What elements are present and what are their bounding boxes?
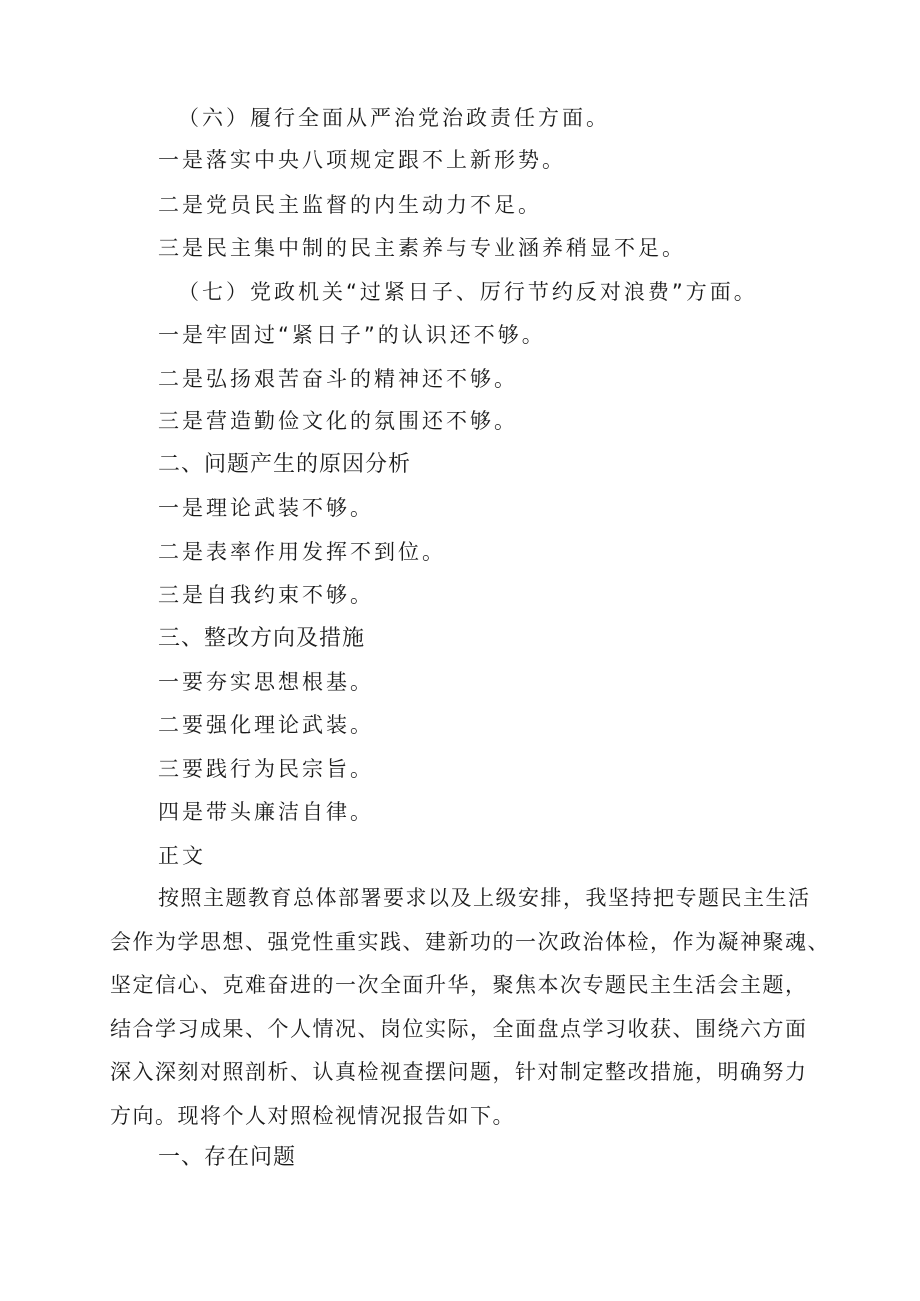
section-six-title: （六）履行全面从严治党治政责任方面。 (178, 106, 610, 130)
section-six-item-3: 三是民主集中制的民主素养与专业涵养稍显不足。 (158, 236, 686, 260)
body-paragraph-line: 按照主题教育总体部署要求以及上级安排，我坚持把专题民主生活 (158, 886, 811, 910)
section-seven-item-2: 二是弘扬艰苦奋斗的精神还不够。 (158, 367, 518, 391)
body-paragraph-line: 深入深刻对照剖析、认真检视查摆问题，针对制定整改措施，明确努力 (110, 1060, 808, 1084)
part-three-heading: 三、整改方向及措施 (158, 626, 366, 651)
section-seven-title: （七）党政机关“过紧日子、厉行节约反对浪费”方面。 (178, 280, 758, 304)
section-six-item-2: 二是党员民主监督的内生动力不足。 (158, 193, 542, 217)
body-label: 正文 (158, 844, 206, 868)
part-one-heading: 一、存在问题 (158, 1145, 297, 1170)
body-paragraph-line: 坚定信心、克难奋进的一次全面升华，聚焦本次专题民主生活会主题， (110, 973, 808, 997)
part-three-item-4: 四是带头廉洁自律。 (158, 800, 374, 824)
body-paragraph (110, 877, 840, 1138)
section-six-item-1: 一是落实中央八项规定跟不上新形势。 (158, 148, 566, 172)
body-paragraph-line: 会作为学思想、强党性重实践、建新功的一次政治体检，作为凝神聚魂、 (110, 929, 830, 954)
section-seven-item-1: 一是牢固过“紧日子”的认识还不够。 (158, 323, 546, 347)
body-paragraph-line: 结合学习成果、个人情况、岗位实际，全面盘点学习收获、围绕六方面 (110, 1016, 808, 1041)
part-two-heading: 二、问题产生的原因分析 (158, 452, 412, 477)
part-two-item-2: 二是表率作用发挥不到位。 (158, 540, 446, 564)
part-two-item-1: 一是理论武装不够。 (158, 496, 374, 520)
body-paragraph-line: 方向。现将个人对照检视情况报告如下。 (110, 1103, 515, 1128)
part-two-item-3: 三是自我约束不够。 (158, 583, 374, 607)
part-three-item-3: 三要践行为民宗旨。 (158, 757, 374, 781)
part-three-item-1: 一要夯实思想根基。 (158, 670, 374, 694)
section-seven-item-3: 三是营造勤俭文化的氛围还不够。 (158, 409, 518, 433)
part-three-item-2: 二要强化理论武装。 (158, 713, 374, 737)
